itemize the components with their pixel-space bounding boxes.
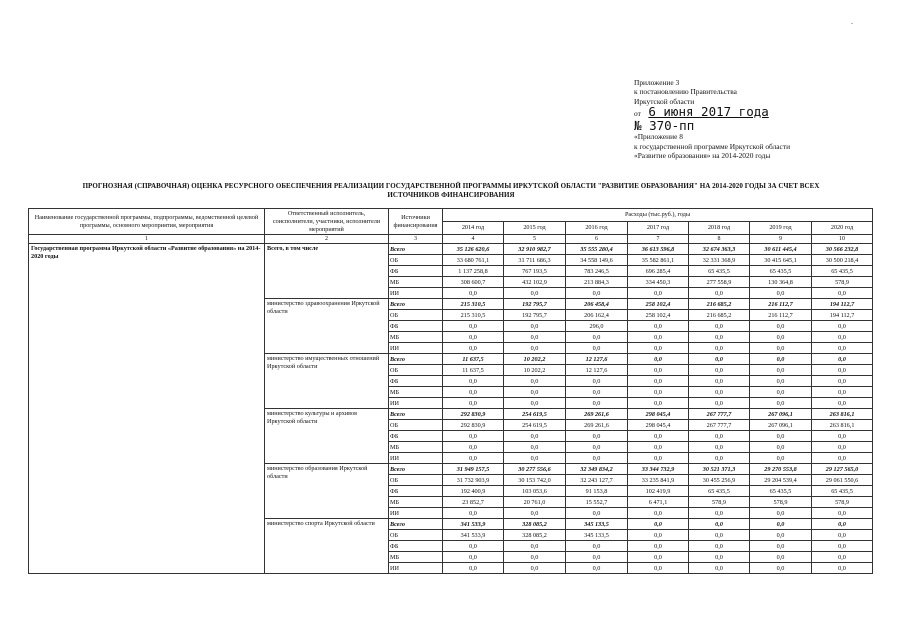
amount-cell: 23 852,7 [443,497,504,508]
amount-cell: 31 711 686,3 [504,255,566,266]
amount-cell: 0,0 [750,387,812,398]
amount-cell: 0,0 [628,365,689,376]
amount-cell: 36 613 596,8 [628,244,689,255]
amount-cell: 0,0 [566,332,628,343]
amount-cell: 328 085,2 [504,519,566,530]
amount-cell: 0,0 [689,508,750,519]
column-number: 2 [265,235,389,244]
date-prefix: от [634,109,641,119]
amount-cell: 30 500 218,4 [812,255,873,266]
amount-cell: 33 680 761,1 [443,255,504,266]
amount-cell: 0,0 [750,431,812,442]
amount-cell: 213 884,3 [566,277,628,288]
header-year: 2014 год [443,222,504,235]
amount-cell: 292 830,9 [443,409,504,420]
amount-cell: 65 435,5 [750,486,812,497]
amount-cell: 0,0 [566,343,628,354]
amount-cell: 0,0 [689,365,750,376]
amount-cell: 0,0 [689,354,750,365]
source-cell: МБ [389,387,443,398]
amount-cell: 0,0 [812,453,873,464]
amount-cell: 0,0 [628,541,689,552]
amount-cell: 35 582 861,1 [628,255,689,266]
amount-cell: 0,0 [443,442,504,453]
amount-cell: 0,0 [443,563,504,574]
number-prefix: № [634,118,642,134]
amount-cell: 298 045,4 [628,420,689,431]
amount-cell: 0,0 [443,332,504,343]
amount-cell: 20 761,0 [504,497,566,508]
amount-cell: 0,0 [812,376,873,387]
amount-cell: 65 435,5 [750,266,812,277]
amount-cell: 0,0 [750,519,812,530]
amount-cell: 328 085,2 [504,530,566,541]
source-cell: ОБ [389,310,443,321]
amount-cell: 767 193,5 [504,266,566,277]
table-row [29,244,873,255]
amount-cell: 216 685,2 [689,310,750,321]
amount-cell: 0,0 [566,453,628,464]
amount-cell: 103 053,6 [504,486,566,497]
table-body [29,244,873,574]
appendix-line: Приложение 3 [634,78,680,87]
amount-cell: 0,0 [566,508,628,519]
amount-cell: 6 471,1 [628,497,689,508]
appendix-line: «Приложение 8 [634,132,683,142]
number-value: 370-пп [649,118,695,134]
executor-cell: министерство имущественных отношений Иркутской области [265,354,389,409]
amount-cell: 432 102,9 [504,277,566,288]
amount-cell: 30 566 232,8 [812,244,873,255]
amount-cell: 192 795,7 [504,310,566,321]
amount-cell: 32 349 834,2 [566,464,628,475]
executor-cell: министерство культуры и архивов Иркутской области [265,409,389,464]
amount-cell: 0,0 [750,541,812,552]
amount-cell: 0,0 [750,288,812,299]
amount-cell: 0,0 [628,519,689,530]
column-number: 9 [750,235,812,244]
amount-cell: 192 795,7 [504,299,566,310]
column-number: 4 [443,235,504,244]
amount-cell: 277 558,9 [689,277,750,288]
source-cell: МБ [389,552,443,563]
amount-cell: 0,0 [566,563,628,574]
amount-cell: 0,0 [689,332,750,343]
amount-cell: 0,0 [812,398,873,409]
header-program: Наименование государственной программы, подпрограммы, ведомственной целевой программы, основного мероприятия, мероприятия [29,209,265,235]
amount-cell: 15 552,7 [566,497,628,508]
executor-cell: министерство образования Иркутской области [265,464,389,519]
amount-cell: 0,0 [750,398,812,409]
amount-cell: 0,0 [750,563,812,574]
amount-cell: 192 400,9 [443,486,504,497]
amount-cell: 578,9 [812,277,873,288]
document-title [26,182,876,200]
amount-cell: 215 310,5 [443,310,504,321]
amount-cell: 0,0 [689,398,750,409]
amount-cell: 215 310,5 [443,299,504,310]
amount-cell: 0,0 [566,398,628,409]
amount-cell: 298 045,4 [628,409,689,420]
amount-cell: 0,0 [443,343,504,354]
source-cell: ОБ [389,255,443,266]
amount-cell: 269 261,6 [566,409,628,420]
amount-cell: 0,0 [628,453,689,464]
amount-cell: 216 112,7 [750,310,812,321]
source-cell: ФБ [389,486,443,497]
date-value: 6 июня 2017 года [648,104,769,120]
source-cell: ФБ [389,541,443,552]
executor-cell: министерство здравоохранения Иркутской области [265,299,389,354]
amount-cell: 0,0 [566,541,628,552]
amount-cell: 0,0 [443,321,504,332]
amount-cell: 0,0 [812,288,873,299]
amount-cell: 783 246,5 [566,266,628,277]
header-expenses: Расходы (тыс.руб.), годы [443,209,873,222]
amount-cell: 0,0 [812,442,873,453]
amount-cell: 194 112,7 [812,299,873,310]
amount-cell: 0,0 [750,321,812,332]
resolution-number [634,120,790,132]
appendix-line: «Развитие образования» на 2014-2020 годы [634,151,771,161]
title-line: ИСТОЧНИКОВ ФИНАНСИРОВАНИЯ [387,191,515,199]
appendix-block [634,78,790,160]
amount-cell: 32 331 368,9 [689,255,750,266]
amount-cell: 0,0 [689,442,750,453]
source-cell: Всего [389,354,443,365]
amount-cell: 0,0 [628,288,689,299]
amount-cell: 0,0 [812,343,873,354]
amount-cell: 30 455 256,9 [689,475,750,486]
column-number: 10 [812,235,873,244]
amount-cell: 0,0 [504,453,566,464]
amount-cell: 0,0 [504,563,566,574]
appendix-line: к государственной программе Иркутской области [634,141,791,151]
amount-cell: 0,0 [812,431,873,442]
header-year: 2016 год [566,222,628,235]
amount-cell: 65 435,5 [689,486,750,497]
amount-cell: 308 600,7 [443,277,504,288]
amount-cell: 130 364,8 [750,277,812,288]
amount-cell: 0,0 [566,288,628,299]
column-number: 5 [504,235,566,244]
amount-cell: 0,0 [628,563,689,574]
column-number: 8 [689,235,750,244]
amount-cell: 0,0 [628,508,689,519]
amount-cell: 31 732 903,9 [443,475,504,486]
amount-cell: 29 127 565,0 [812,464,873,475]
amount-cell: 0,0 [504,552,566,563]
amount-cell: 0,0 [443,508,504,519]
amount-cell: 30 415 645,1 [750,255,812,266]
amount-cell: 0,0 [812,552,873,563]
amount-cell: 0,0 [812,387,873,398]
amount-cell: 0,0 [504,343,566,354]
source-cell: ОБ [389,420,443,431]
amount-cell: 296,0 [566,321,628,332]
amount-cell: 345 133,5 [566,530,628,541]
amount-cell: 0,0 [566,387,628,398]
amount-cell: 267 096,1 [750,420,812,431]
header-sources: Источники финансирования [389,209,443,235]
amount-cell: 1 137 258,8 [443,266,504,277]
amount-cell: 0,0 [812,508,873,519]
amount-cell: 0,0 [689,519,750,530]
amount-cell: 29 204 539,4 [750,475,812,486]
amount-cell: 0,0 [812,530,873,541]
amount-cell: 0,0 [689,387,750,398]
amount-cell: 102 419,9 [628,486,689,497]
amount-cell: 30 277 556,6 [504,464,566,475]
amount-cell: 0,0 [689,431,750,442]
source-cell: ОБ [389,475,443,486]
executor-cell: Всего, в том числе [265,244,389,299]
amount-cell: 0,0 [812,332,873,343]
amount-cell: 0,0 [750,442,812,453]
source-cell: ИИ [389,508,443,519]
amount-cell: 0,0 [504,442,566,453]
amount-cell: 0,0 [504,321,566,332]
amount-cell: 254 619,5 [504,409,566,420]
header-year: 2017 год [628,222,689,235]
amount-cell: 0,0 [750,365,812,376]
source-cell: ИИ [389,343,443,354]
title-line: ПРОГНОЗНАЯ (СПРАВОЧНАЯ) ОЦЕНКА РЕСУРСНОГО ОБЕСПЕЧЕНИЯ РЕАЛИЗАЦИИ ГОСУДАРСТВЕННОЙ ПРОГРАММЫ ИРКУТСКОЙ ОБЛАСТИ "РАЗВИТИЕ ОБРАЗОВАНИЯ" НА 2014-2020 ГОДЫ ЗА СЧЕТ ВСЕХ [82,182,820,190]
amount-cell: 254 619,5 [504,420,566,431]
amount-cell: 0,0 [504,332,566,343]
header-year: 2015 год [504,222,566,235]
amount-cell: 0,0 [628,530,689,541]
source-cell: ФБ [389,376,443,387]
amount-cell: 0,0 [566,552,628,563]
amount-cell: 34 558 149,6 [566,255,628,266]
amount-cell: 578,9 [812,497,873,508]
amount-cell: 0,0 [628,398,689,409]
amount-cell: 216 112,7 [750,299,812,310]
amount-cell: 0,0 [689,288,750,299]
amount-cell: 65 435,5 [812,266,873,277]
header-executor: Ответственный исполнитель, соисполнители, участники, исполнители мероприятий [265,209,389,235]
amount-cell: 0,0 [628,376,689,387]
header-year: 2018 год [689,222,750,235]
amount-cell: 32 910 982,7 [504,244,566,255]
source-cell: ИИ [389,453,443,464]
amount-cell: 0,0 [689,321,750,332]
source-cell: МБ [389,497,443,508]
amount-cell: 0,0 [812,321,873,332]
amount-cell: 10 202,2 [504,354,566,365]
amount-cell: 0,0 [504,431,566,442]
amount-cell: 0,0 [628,431,689,442]
amount-cell: 0,0 [443,288,504,299]
amount-cell: 0,0 [628,387,689,398]
amount-cell: 578,9 [750,497,812,508]
amount-cell: 65 435,5 [812,486,873,497]
amount-cell: 10 202,2 [504,365,566,376]
amount-cell: 0,0 [504,376,566,387]
amount-cell: 292 830,9 [443,420,504,431]
amount-cell: 0,0 [443,541,504,552]
source-cell: МБ [389,332,443,343]
amount-cell: 30 153 742,0 [504,475,566,486]
amount-cell: 0,0 [812,519,873,530]
amount-cell: 194 112,7 [812,310,873,321]
column-number: 3 [389,235,443,244]
amount-cell: 32 674 363,3 [689,244,750,255]
amount-cell: 0,0 [443,376,504,387]
amount-cell: 0,0 [628,552,689,563]
header-year: 2019 год [750,222,812,235]
corner-mark: - [851,20,854,27]
source-cell: ИИ [389,563,443,574]
executor-cell: министерство спорта Иркутской области [265,519,389,574]
source-cell: ИИ [389,288,443,299]
amount-cell: 31 949 157,5 [443,464,504,475]
amount-cell: 11 637,5 [443,365,504,376]
amount-cell: 334 450,3 [628,277,689,288]
amount-cell: 0,0 [504,398,566,409]
header-year: 2020 год [812,222,873,235]
amount-cell: 35 555 280,4 [566,244,628,255]
amount-cell: 267 777,7 [689,420,750,431]
source-cell: Всего [389,299,443,310]
amount-cell: 65 435,5 [689,266,750,277]
amount-cell: 0,0 [628,442,689,453]
amount-cell: 30 521 371,3 [689,464,750,475]
amount-cell: 12 127,6 [566,354,628,365]
source-cell: ИИ [389,398,443,409]
amount-cell: 32 243 127,7 [566,475,628,486]
amount-cell: 0,0 [628,321,689,332]
amount-cell: 12 127,6 [566,365,628,376]
amount-cell: 0,0 [689,530,750,541]
amount-cell: 0,0 [750,343,812,354]
source-cell: ОБ [389,365,443,376]
source-cell: Всего [389,519,443,530]
source-cell: ФБ [389,321,443,332]
source-cell: ФБ [389,431,443,442]
amount-cell: 0,0 [504,508,566,519]
amount-cell: 0,0 [689,343,750,354]
amount-cell: 0,0 [566,376,628,387]
amount-cell: 206 458,4 [566,299,628,310]
amount-cell: 0,0 [504,288,566,299]
amount-cell: 0,0 [443,552,504,563]
amount-cell: 269 261,6 [566,420,628,431]
amount-cell: 341 533,9 [443,530,504,541]
amount-cell: 0,0 [750,508,812,519]
amount-cell: 0,0 [812,541,873,552]
amount-cell: 258 102,4 [628,310,689,321]
amount-cell: 0,0 [750,552,812,563]
amount-cell: 0,0 [504,541,566,552]
source-cell: Всего [389,409,443,420]
appendix-line: к постановлению Правительства [634,87,737,97]
amount-cell: 0,0 [750,354,812,365]
amount-cell: 0,0 [628,343,689,354]
amount-cell: 267 096,1 [750,409,812,420]
source-cell: МБ [389,277,443,288]
amount-cell: 0,0 [443,387,504,398]
resource-table [28,208,873,574]
amount-cell: 0,0 [812,354,873,365]
amount-cell: 216 685,2 [689,299,750,310]
amount-cell: 30 611 445,4 [750,244,812,255]
amount-cell: 33 235 841,9 [628,475,689,486]
amount-cell: 345 133,5 [566,519,628,530]
amount-cell: 267 777,7 [689,409,750,420]
amount-cell: 263 816,1 [812,420,873,431]
amount-cell: 35 126 620,6 [443,244,504,255]
amount-cell: 0,0 [689,552,750,563]
amount-cell: 0,0 [750,332,812,343]
amount-cell: 91 153,8 [566,486,628,497]
column-number: 1 [29,235,265,244]
amount-cell: 0,0 [689,541,750,552]
amount-cell: 258 102,4 [628,299,689,310]
amount-cell: 0,0 [566,431,628,442]
amount-cell: 0,0 [750,453,812,464]
amount-cell: 0,0 [689,563,750,574]
amount-cell: 696 285,4 [628,266,689,277]
amount-cell: 0,0 [628,332,689,343]
amount-cell: 0,0 [566,442,628,453]
amount-cell: 0,0 [812,365,873,376]
source-cell: ФБ [389,266,443,277]
amount-cell: 0,0 [628,354,689,365]
source-cell: МБ [389,442,443,453]
column-number-row [29,235,873,244]
amount-cell: 263 816,1 [812,409,873,420]
amount-cell: 578,9 [689,497,750,508]
source-cell: ОБ [389,530,443,541]
source-cell: Всего [389,464,443,475]
amount-cell: 0,0 [812,563,873,574]
amount-cell: 0,0 [689,376,750,387]
amount-cell: 0,0 [443,398,504,409]
amount-cell: 0,0 [750,530,812,541]
amount-cell: 0,0 [750,376,812,387]
amount-cell: 0,0 [504,387,566,398]
amount-cell: 206 162,4 [566,310,628,321]
amount-cell: 0,0 [443,431,504,442]
amount-cell: 11 637,5 [443,354,504,365]
column-number: 7 [628,235,689,244]
amount-cell: 33 344 732,9 [628,464,689,475]
amount-cell: 29 061 550,6 [812,475,873,486]
program-name-cell: Государственная программа Иркутской области «Развитие образования» на 2014-2020 годы [29,244,265,574]
amount-cell: 0,0 [443,453,504,464]
amount-cell: 341 533,9 [443,519,504,530]
amount-cell: 0,0 [689,453,750,464]
amount-cell: 29 270 553,8 [750,464,812,475]
column-number: 6 [566,235,628,244]
appendix-line: Иркутской области [634,96,695,106]
source-cell: Всего [389,244,443,255]
